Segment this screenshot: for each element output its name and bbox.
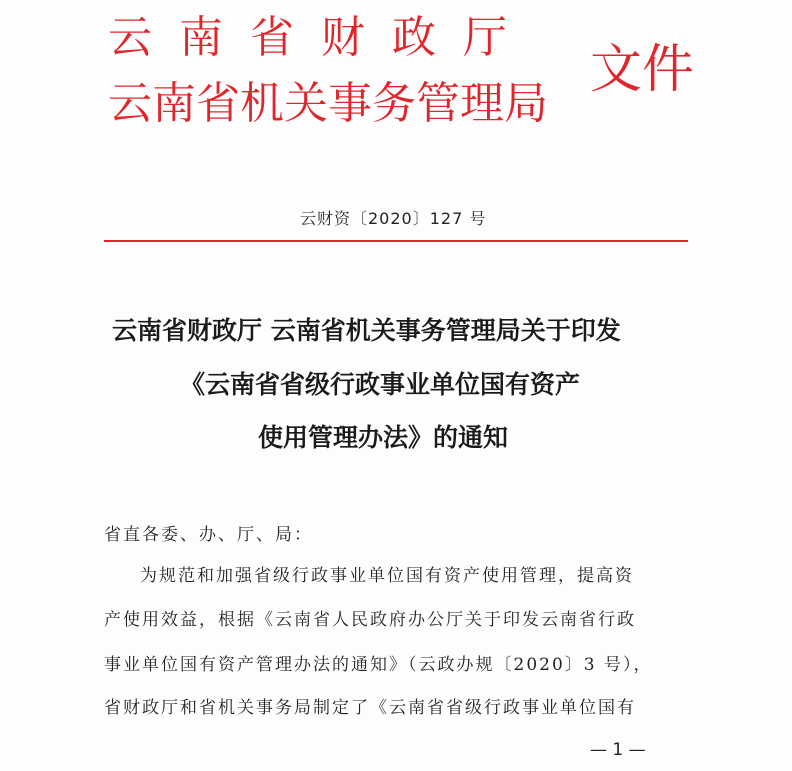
document-title-line-3: 使用管理办法》的通知	[258, 423, 509, 452]
document-title-line-2: 《云南省省级行政事业单位国有资产	[180, 370, 581, 399]
body-text-line: 为规范和加强省级行政事业单位国有资产使用管理，提高资	[140, 566, 634, 586]
body-text-line: 产使用效益，根据《云南省人民政府办公厅关于印发云南省行政	[104, 610, 636, 630]
issuer-name-finance-department: 云南省财政厅	[108, 12, 534, 63]
issuer-name-government-offices-bureau: 云南省机关事务管理局	[108, 78, 548, 129]
document-header-suffix: 文件	[590, 40, 695, 100]
document-title-line-1: 云南省财政厅 云南省机关事务管理局关于印发	[112, 316, 621, 345]
page-number: — 1 —	[590, 740, 646, 760]
body-text-line: 事业单位国有资产管理办法的通知》（云政办规〔2020〕3 号），	[104, 655, 653, 675]
red-header-divider	[104, 240, 688, 242]
addressee: 省直各委、办、厅、局：	[104, 525, 313, 545]
document-number: 云财资〔2020〕127 号	[300, 209, 487, 228]
body-text-line: 省财政厅和省机关事务局制定了《云南省省级行政事业单位国有	[104, 698, 636, 718]
